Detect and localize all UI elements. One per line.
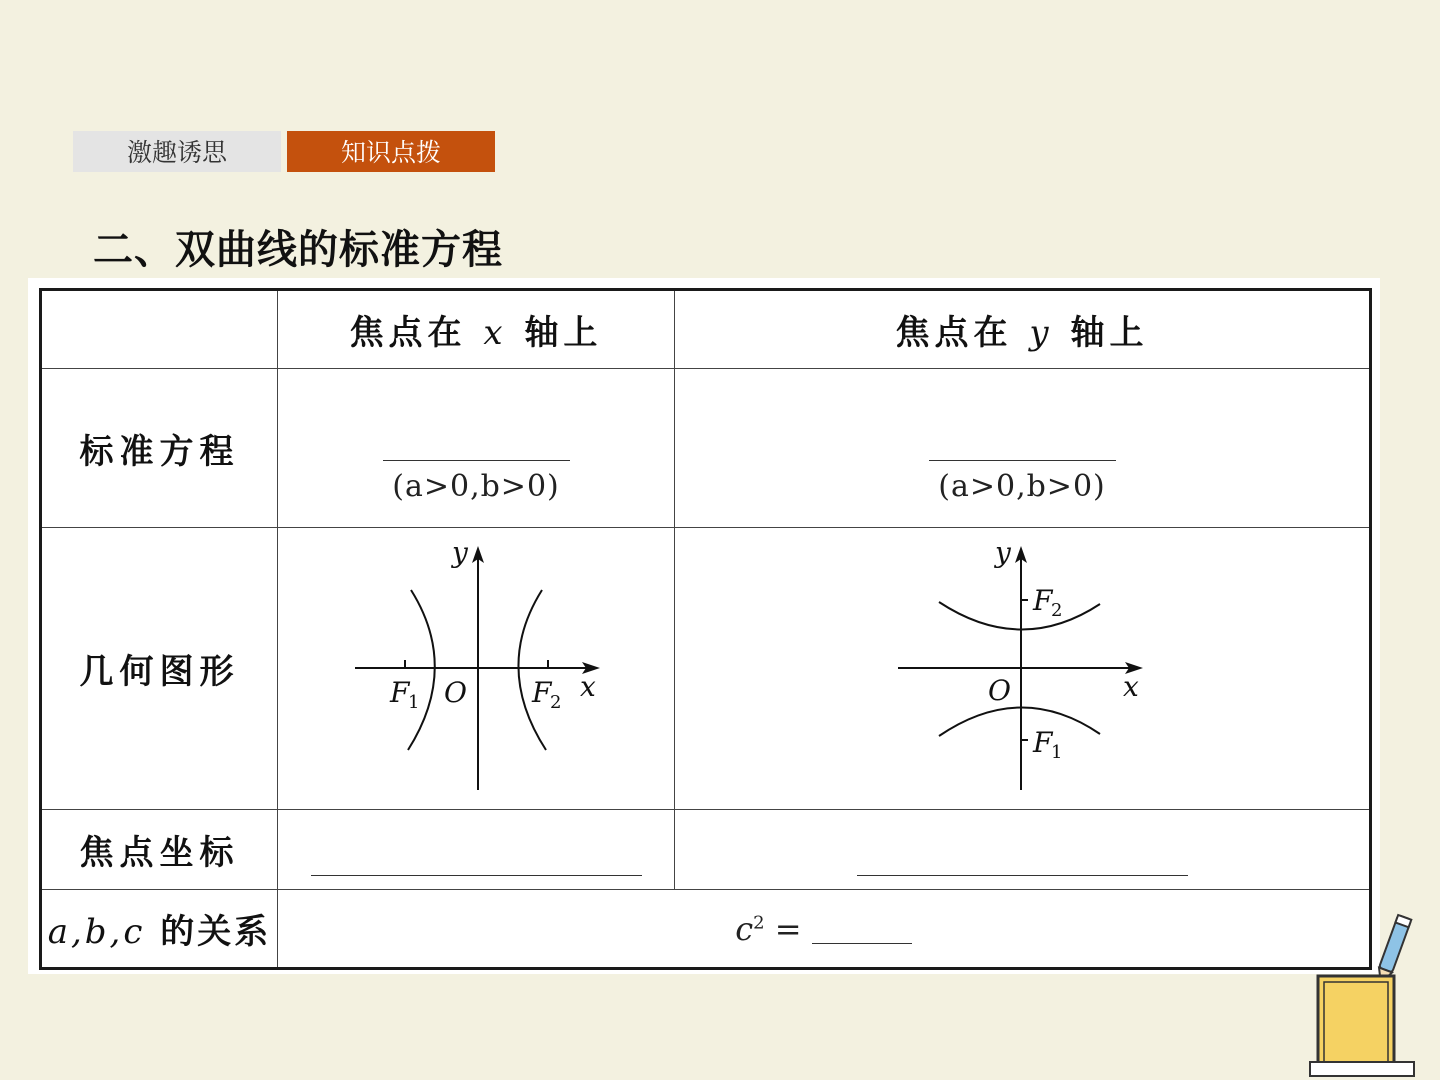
- tab-bar: [73, 131, 495, 172]
- f1-subscript: 1: [408, 692, 420, 713]
- y-label: y: [452, 536, 468, 569]
- origin-label: O: [988, 674, 1011, 707]
- relation-exponent: 2: [753, 911, 765, 933]
- header-y-axis: 焦点在 y 轴上: [675, 290, 1371, 369]
- graph-y-cell: [675, 528, 1371, 810]
- hyperbola-table: [39, 288, 1372, 970]
- header-x-axis: 焦点在 x 轴上: [278, 290, 675, 369]
- pencil-cup-icon: [1300, 910, 1420, 1080]
- foci-blank: [311, 875, 642, 876]
- condition-text: (a>0,b>0): [938, 469, 1106, 504]
- corner-cell: [41, 290, 278, 369]
- hyperbola-y-graph: [675, 528, 1369, 805]
- condition-text: (a>0,b>0): [392, 469, 560, 504]
- y-label: y: [995, 536, 1011, 569]
- f2-subscript: 2: [1051, 600, 1063, 621]
- x-label: x: [580, 670, 596, 703]
- equation-x-cell: [278, 369, 675, 528]
- fraction-blank: [383, 460, 570, 461]
- relation-cell: [278, 890, 1371, 969]
- tab-motivation[interactable]: 激趣诱思: [73, 131, 281, 172]
- x-label: x: [1123, 670, 1139, 703]
- label-focus-coordinates: 焦点坐标: [41, 810, 278, 890]
- upper-branch: [939, 602, 1100, 630]
- left-branch: [408, 590, 435, 750]
- relation-c: c: [735, 909, 754, 948]
- f1-subscript: 1: [1051, 742, 1063, 763]
- hyperbola-x-graph: [278, 528, 674, 805]
- f2-label: F: [1033, 584, 1053, 617]
- right-branch: [518, 590, 546, 750]
- foci-x-cell: [278, 810, 675, 890]
- tab-knowledge[interactable]: 知识点拨: [287, 131, 495, 172]
- fraction-blank: [929, 460, 1116, 461]
- lower-branch: [939, 707, 1100, 736]
- content-panel: [28, 278, 1380, 974]
- equation-y-cell: [675, 369, 1371, 528]
- section-heading: 二、双曲线的标准方程: [93, 227, 503, 273]
- label-standard-equation: 标准方程: [41, 369, 278, 528]
- f2-subscript: 2: [550, 692, 562, 713]
- label-geometric-figure: 几何图形: [41, 528, 278, 810]
- relation-blank: [812, 919, 912, 944]
- origin-label: O: [444, 676, 467, 709]
- foci-blank: [857, 875, 1188, 876]
- f2-label: F: [532, 676, 552, 709]
- foci-y-cell: [675, 810, 1371, 890]
- graph-x-cell: [278, 528, 675, 810]
- relation-equals: =: [774, 909, 802, 948]
- f1-label: F: [390, 676, 410, 709]
- f1-label: F: [1033, 726, 1053, 759]
- label-abc-relation: a,b,c 的关系: [41, 890, 278, 969]
